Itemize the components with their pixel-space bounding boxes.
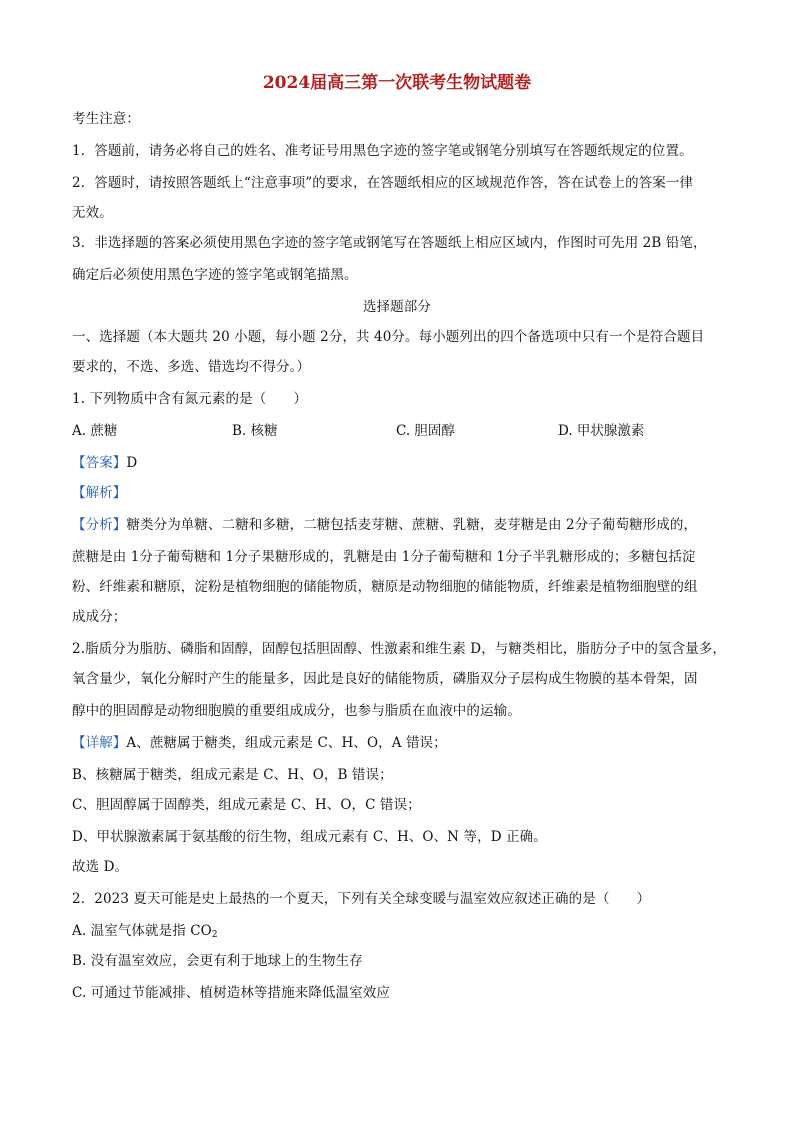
xiangjie-tag: 【详解】 [72, 735, 127, 751]
answer-tag: 【答案】 [72, 455, 127, 471]
page-title: 2024届高三第一次联考生物试题卷 [262, 73, 532, 93]
question-1-option-a: A. 蔗糖 [72, 423, 118, 439]
notice-item-3-line-2: 确定后必须使用黑色字迹的签字笔或钢笔描黑。 [72, 267, 358, 283]
analysis-tag: 【解析】 [72, 485, 127, 501]
question-1-option-d: D. 甲状腺激素 [558, 423, 645, 439]
question-1-answer [72, 452, 137, 474]
section-title: 选择题部分 [363, 299, 431, 315]
xiangjie-a-text: A、蔗糖属于糖类，组成元素是 C、H、O，A 错误； [126, 735, 447, 751]
question-1-fenxi-line-7: 醇中的胆固醇是动物细胞膜的重要组成成分，也参与脂质在血液中的运输。 [72, 703, 521, 719]
fenxi-text: 糖类分为单糖、二糖和多糖，二糖包括麦芽糖、蔗糖、乳糖，麦芽糖是由 2分子葡萄糖形成的， [126, 517, 698, 533]
notice-item-2-line-1: 2．答题时，请按照答题纸上“注意事项”的要求，在答题纸相应的区域规范作答，答在试卷上的答案一律 [72, 175, 694, 191]
question-1-fenxi-line-5: 2.脂质分为脂肪、磷脂和固醇，固醇包括胆固醇、性激素和维生素 D，与糖类相比，脂肪分子中的氢含量多， [72, 641, 726, 657]
section-intro-line-1: 一、选择题（本大题共 20 小题，每小题 2分，共 40分。每小题列出的四个备选项中只有一个是符合题目 [72, 329, 705, 345]
question-2-option-c: C. 可通过节能减排、植树造林等措施来降低温室效应 [72, 985, 390, 1001]
question-1-option-b: B. 核糖 [232, 423, 278, 439]
section-intro-line-2: 要求的，不选、多选、错选均不得分。） [72, 359, 311, 375]
question-1-fenxi-line-1 [72, 514, 697, 536]
question-1-xiangjie-c: C、胆固醇属于固醇类，组成元素是 C、H、O，C 错误； [72, 797, 421, 813]
question-1-fenxi-line-4: 成成分； [72, 609, 127, 625]
notice-item-1: 1．答题前，请务必将自己的姓名、准考证号用黑色字迹的签字笔或钢笔分别填写在答题纸规定的位置。 [72, 143, 693, 159]
question-1-option-c: C. 胆固醇 [396, 423, 455, 439]
notice-item-3-line-1: 3．非选择题的答案必须使用黑色字迹的签字笔或钢笔写在答题纸上相应区域内，作图时可先用 2B 铅笔， [72, 235, 707, 251]
option-a-text: A. 温室气体就是指 CO [72, 923, 212, 939]
question-1-conclusion: 故选 D。 [72, 859, 129, 875]
question-1-xiangjie-a [72, 732, 447, 754]
fenxi-tag: 【分析】 [72, 517, 127, 533]
co2-subscript: 2 [211, 930, 218, 940]
notice-heading: 考生注意： [72, 111, 140, 127]
question-1-analysis-tag [72, 482, 126, 504]
question-1-xiangjie-d: D、甲状腺激素属于氨基酸的衍生物，组成元素有 C、H、O、N 等，D 正确。 [72, 829, 547, 845]
question-2-option-a [72, 920, 218, 946]
question-2-stem: 2．2023 夏天可能是史上最热的一个夏天，下列有关全球变暖与温室效应叙述正确的是（ ） [72, 891, 651, 907]
question-1-fenxi-line-3: 粉、纤维素和糖原，淀粉是植物细胞的储能物质，糖原是动物细胞的储能物质，纤维素是植物细胞壁的组 [72, 579, 698, 595]
answer-value: D [126, 455, 138, 471]
question-1-fenxi-line-2: 蔗糖是由 1分子葡萄糖和 1分子果糖形成的，乳糖是由 1分子葡萄糖和 1分子半乳糖形成的；多糖包括淀 [72, 549, 696, 565]
notice-item-2-line-2: 无效。 [72, 205, 113, 221]
question-2-option-b: B. 没有温室效应，会更有利于地球上的生物生存 [72, 953, 363, 969]
question-1-fenxi-line-6: 氧含量少，氧化分解时产生的能量多，因此是良好的储能物质，磷脂双分子层构成生物膜的基本骨架，固 [72, 671, 698, 687]
question-1-stem: 1. 下列物质中含有氮元素的是（ ） [72, 391, 308, 407]
question-1-xiangjie-b: B、核糖属于糖类，组成元素是 C、H、O，B 错误； [72, 767, 393, 783]
